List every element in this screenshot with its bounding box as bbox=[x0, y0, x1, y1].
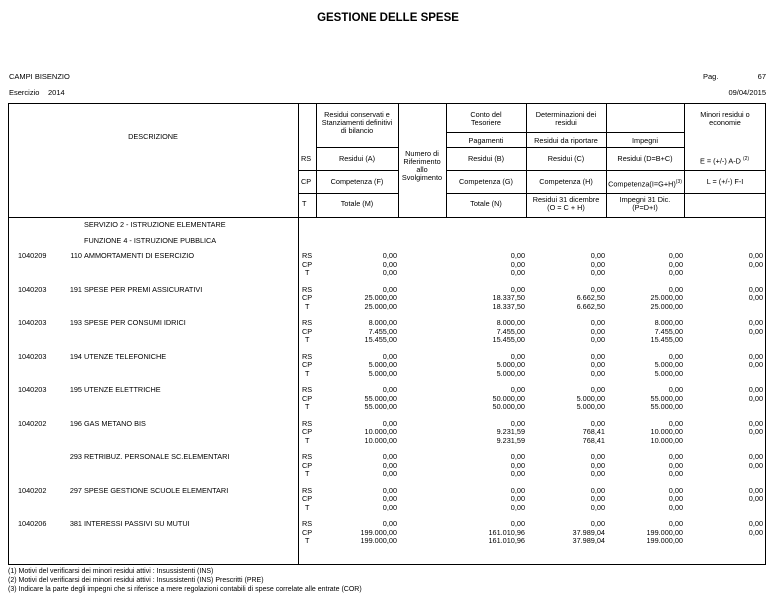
cell-c: 0,00 bbox=[590, 284, 605, 294]
col-residui-b: Residui (B) bbox=[467, 154, 505, 163]
cell-c: 0,00 bbox=[590, 326, 605, 336]
col-minori-residui: Minori residui o economie bbox=[700, 110, 750, 127]
cell-e: 0,00 bbox=[748, 393, 763, 403]
cell-c: 0,00 bbox=[590, 268, 605, 277]
row-description: GAS METANO BIS bbox=[84, 418, 146, 428]
cell-e: 0,00 bbox=[748, 485, 763, 495]
section-funzione: FUNZIONE 4 - ISTRUZIONE PUBBLICA bbox=[84, 236, 217, 245]
row-type-t: T bbox=[305, 301, 310, 311]
cell-d: 25.000,00 bbox=[650, 301, 683, 311]
cell-b: 0,00 bbox=[510, 284, 525, 294]
cell-d: 55.000,00 bbox=[650, 402, 683, 411]
cell-b: 0,00 bbox=[510, 460, 525, 470]
cell-a: 10.000,00 bbox=[364, 427, 397, 436]
cell-d: 0,00 bbox=[668, 485, 683, 495]
row-code: 1040203 bbox=[18, 318, 47, 327]
cell-e: 0,00 bbox=[748, 293, 763, 302]
cell-c: 6.662,50 bbox=[576, 293, 605, 302]
row-type-rs: RS bbox=[302, 485, 313, 495]
cell-a: 0,00 bbox=[382, 385, 397, 394]
row-number: 297 bbox=[69, 485, 82, 495]
cell-a: 199.000,00 bbox=[360, 527, 397, 537]
cell-b: 0,00 bbox=[510, 259, 525, 269]
cell-e: 0,00 bbox=[748, 519, 763, 528]
row-type-cp: CP bbox=[302, 259, 313, 269]
cell-b: 9.231,59 bbox=[496, 435, 525, 445]
row-type-cp: CP bbox=[302, 527, 313, 537]
row-type-rs: RS bbox=[302, 385, 313, 394]
row-number: 191 bbox=[69, 284, 82, 294]
cell-e: 0,00 bbox=[748, 326, 763, 336]
row-code: 1040203 bbox=[18, 385, 47, 394]
row-type-cp: CP bbox=[302, 427, 313, 436]
cell-d: 0,00 bbox=[668, 351, 683, 361]
cell-b: 50.000,00 bbox=[492, 393, 525, 403]
cell-b: 9.231,59 bbox=[496, 427, 525, 436]
cell-b: 8.000,00 bbox=[496, 318, 525, 327]
row-type-cp: CP bbox=[302, 460, 313, 470]
cell-a: 25.000,00 bbox=[364, 301, 397, 311]
cell-a: 0,00 bbox=[382, 452, 397, 461]
row-type-t: T bbox=[305, 402, 310, 411]
row-number: 193 bbox=[69, 318, 82, 327]
row-number: 110 bbox=[70, 251, 82, 260]
cell-d: 0,00 bbox=[668, 519, 683, 528]
row-type-rs: RS bbox=[302, 519, 313, 528]
cell-d: 5.000,00 bbox=[654, 360, 683, 369]
row-description: UTENZE ELETTRICHE bbox=[84, 385, 161, 394]
row-description: INTERESSI PASSIVI SU MUTUI bbox=[84, 519, 190, 528]
col-residui-31: Residui 31 dicembre (O = C + H) bbox=[532, 195, 600, 212]
col-competenza-g: Competenza (G) bbox=[459, 177, 513, 186]
col-residui-a: Residui (A) bbox=[338, 154, 376, 163]
cell-c: 37.989,04 bbox=[572, 536, 605, 545]
row-description: SPESE GESTIONE SCUOLE ELEMENTARI bbox=[84, 485, 229, 495]
row-number: 194 bbox=[69, 351, 82, 361]
col-conto-tesoriere: Conto del Tesoriere bbox=[470, 110, 502, 127]
cell-a: 5.000,00 bbox=[368, 368, 397, 378]
cell-a: 15.455,00 bbox=[364, 335, 397, 344]
cell-c: 6.662,50 bbox=[576, 301, 605, 311]
row-type-rs: RS bbox=[302, 251, 313, 260]
cell-b: 5.000,00 bbox=[496, 368, 525, 378]
row-description: AMMORTAMENTI DI ESERCIZIO bbox=[84, 251, 194, 260]
row-type-rs: RS bbox=[302, 351, 313, 361]
label-cp: CP bbox=[301, 177, 312, 186]
col-competenza-f: Competenza (F) bbox=[330, 177, 384, 186]
cell-b: 0,00 bbox=[510, 502, 525, 512]
col-residui-conservati: Residui conservati e Stanziamenti definitivi di bilancio bbox=[321, 110, 393, 135]
cell-a: 55.000,00 bbox=[364, 402, 397, 411]
row-type-t: T bbox=[305, 435, 310, 445]
row-type-cp: CP bbox=[302, 494, 313, 503]
col-totale-m: Totale (M) bbox=[340, 199, 374, 208]
row-type-cp: CP bbox=[302, 360, 313, 369]
cell-c: 0,00 bbox=[590, 418, 605, 428]
cell-b: 0,00 bbox=[510, 385, 525, 394]
cell-c: 0,00 bbox=[590, 318, 605, 327]
cell-c: 0,00 bbox=[590, 259, 605, 269]
row-number: 196 bbox=[69, 418, 82, 428]
cell-e: 0,00 bbox=[748, 360, 763, 369]
row-type-rs: RS bbox=[302, 284, 313, 294]
cell-c: 0,00 bbox=[590, 360, 605, 369]
cell-b: 5.000,00 bbox=[496, 360, 525, 369]
cell-a: 0,00 bbox=[382, 502, 397, 512]
row-type-t: T bbox=[305, 469, 310, 478]
cell-a: 55.000,00 bbox=[364, 393, 397, 403]
cell-d: 0,00 bbox=[668, 259, 683, 269]
col-l-formula: L = (+/-) F-I bbox=[706, 177, 744, 186]
footnote-2: (2) Motivi del verificarsi dei minori residui attivi : Insussistenti (INS) Prescritti (PRE) bbox=[8, 577, 264, 584]
cell-c: 5.000,00 bbox=[576, 393, 605, 403]
cell-c: 0,00 bbox=[590, 385, 605, 394]
cell-a: 0,00 bbox=[382, 485, 397, 495]
cell-c: 0,00 bbox=[590, 502, 605, 512]
page-title: GESTIONE DELLE SPESE bbox=[317, 12, 459, 24]
cell-a: 0,00 bbox=[382, 494, 397, 503]
row-number: 293 bbox=[69, 452, 82, 461]
cell-e: 0,00 bbox=[748, 460, 763, 470]
cell-b: 18.337,50 bbox=[492, 301, 525, 311]
cell-b: 15.455,00 bbox=[492, 335, 525, 344]
cell-c: 768,41 bbox=[582, 427, 605, 436]
section-servizio: SERVIZIO 2 - ISTRUZIONE ELEMENTARE bbox=[84, 220, 226, 229]
cell-b: 7.455,00 bbox=[496, 326, 525, 336]
cell-e: 0,00 bbox=[748, 527, 763, 537]
exercise-year: 2014 bbox=[48, 88, 65, 97]
footnote-3: (3) Indicare la parte degli impegni che si riferisce a mere regolazioni contabili di spese correlate alle entrate (COR) bbox=[8, 586, 362, 593]
col-residui-d: Residui (D=B+C) bbox=[617, 154, 673, 163]
cell-d: 0,00 bbox=[668, 502, 683, 512]
cell-b: 161.010,96 bbox=[488, 527, 525, 537]
cell-d: 7.455,00 bbox=[654, 326, 683, 336]
cell-e: 0,00 bbox=[748, 494, 763, 503]
cell-c: 0,00 bbox=[590, 494, 605, 503]
report-date: 09/04/2015 bbox=[728, 88, 766, 97]
cell-b: 0,00 bbox=[510, 469, 525, 478]
cell-a: 199.000,00 bbox=[360, 536, 397, 545]
cell-a: 0,00 bbox=[382, 469, 397, 478]
cell-e: 0,00 bbox=[748, 259, 763, 269]
row-code: 1040203 bbox=[18, 351, 47, 361]
row-type-t: T bbox=[305, 368, 310, 378]
cell-b: 18.337,50 bbox=[492, 293, 525, 302]
row-type-rs: RS bbox=[302, 318, 313, 327]
entity-name: CAMPI BISENZIO bbox=[9, 72, 70, 81]
cell-e: 0,00 bbox=[748, 427, 763, 436]
cell-b: 50.000,00 bbox=[492, 402, 525, 411]
col-impegni: Impegni bbox=[632, 136, 658, 145]
cell-b: 0,00 bbox=[510, 485, 525, 495]
row-code: 1040202 bbox=[18, 485, 47, 495]
col-descrizione: DESCRIZIONE bbox=[128, 132, 178, 141]
cell-d: 8.000,00 bbox=[654, 318, 683, 327]
row-code: 1040209 bbox=[18, 251, 47, 260]
cell-d: 0,00 bbox=[668, 469, 683, 478]
row-type-cp: CP bbox=[302, 393, 313, 403]
cell-e: 0,00 bbox=[748, 284, 763, 294]
cell-a: 25.000,00 bbox=[364, 293, 397, 302]
row-code: 1040202 bbox=[18, 418, 47, 428]
page-number: 67 bbox=[757, 72, 766, 81]
cell-b: 0,00 bbox=[510, 251, 525, 260]
cell-c: 768,41 bbox=[582, 435, 605, 445]
cell-b: 0,00 bbox=[510, 452, 525, 461]
cell-b: 0,00 bbox=[510, 519, 525, 528]
footnote-1: (1) Motivi del verificarsi dei minori residui attivi : Insussistenti (INS) bbox=[8, 568, 214, 575]
cell-d: 55.000,00 bbox=[650, 393, 683, 403]
col-competenza-h: Competenza (H) bbox=[539, 177, 593, 186]
cell-c: 0,00 bbox=[590, 368, 605, 378]
cell-e: 0,00 bbox=[748, 251, 763, 260]
cell-a: 0,00 bbox=[382, 351, 397, 361]
col-e-formula: E = (+/-) A-D $^{(2)}$ bbox=[700, 156, 750, 166]
cell-a: 8.000,00 bbox=[368, 318, 397, 327]
cell-d: 5.000,00 bbox=[654, 368, 683, 378]
cell-d: 0,00 bbox=[668, 268, 683, 277]
cell-d: 10.000,00 bbox=[650, 427, 683, 436]
cell-b: 0,00 bbox=[510, 418, 525, 428]
cell-d: 0,00 bbox=[668, 284, 683, 294]
row-type-t: T bbox=[305, 268, 310, 277]
exercise-label: Esercizio bbox=[9, 88, 40, 97]
cell-a: 0,00 bbox=[382, 251, 397, 260]
cell-b: 0,00 bbox=[510, 351, 525, 361]
cell-b: 0,00 bbox=[510, 494, 525, 503]
cell-c: 0,00 bbox=[590, 351, 605, 361]
cell-e: 0,00 bbox=[748, 351, 763, 361]
cell-a: 0,00 bbox=[382, 259, 397, 269]
col-numero-rif: Numero di Riferimento allo Svolgimento bbox=[401, 149, 443, 182]
cell-d: 0,00 bbox=[668, 494, 683, 503]
cell-c: 0,00 bbox=[590, 460, 605, 470]
cell-d: 25.000,00 bbox=[650, 293, 683, 302]
cell-c: 0,00 bbox=[590, 485, 605, 495]
col-impegni-31: Impegni 31 Dic. (P=D+I) bbox=[619, 195, 671, 212]
row-type-rs: RS bbox=[302, 418, 313, 428]
cell-d: 199.000,00 bbox=[646, 536, 683, 545]
cell-a: 5.000,00 bbox=[368, 360, 397, 369]
label-t: T bbox=[302, 199, 307, 208]
cell-a: 0,00 bbox=[382, 460, 397, 470]
cell-c: 5.000,00 bbox=[576, 402, 605, 411]
cell-e: 0,00 bbox=[748, 418, 763, 428]
cell-c: 0,00 bbox=[590, 452, 605, 461]
cell-a: 7.455,00 bbox=[368, 326, 397, 336]
row-type-t: T bbox=[305, 536, 310, 545]
row-number: 195 bbox=[69, 385, 82, 394]
row-type-rs: RS bbox=[302, 452, 313, 461]
cell-d: 15.455,00 bbox=[650, 335, 683, 344]
col-totale-n: Totale (N) bbox=[470, 199, 502, 208]
row-code: 1040203 bbox=[18, 284, 47, 294]
row-number: 381 bbox=[69, 519, 82, 528]
col-residui-c: Residui (C) bbox=[547, 154, 585, 163]
row-description: SPESE PER CONSUMI IDRICI bbox=[84, 318, 186, 327]
cell-a: 0,00 bbox=[382, 519, 397, 528]
col-determinazione: Determinazioni dei residui bbox=[535, 110, 597, 127]
row-type-t: T bbox=[305, 502, 310, 512]
row-code: 1040206 bbox=[18, 519, 47, 528]
cell-e: 0,00 bbox=[748, 452, 763, 461]
page-label: Pag. bbox=[703, 72, 719, 81]
cell-b: 0,00 bbox=[510, 268, 525, 277]
cell-c: 37.989,04 bbox=[572, 527, 605, 537]
cell-d: 0,00 bbox=[668, 452, 683, 461]
cell-c: 0,00 bbox=[590, 251, 605, 260]
cell-e: 0,00 bbox=[748, 318, 763, 327]
cell-a: 0,00 bbox=[382, 284, 397, 294]
col-competenza-i: Competenza(I=G+H)$^{(3)}$ bbox=[608, 179, 682, 189]
col-residui-riportare: Residui da riportare bbox=[534, 136, 598, 145]
cell-a: 0,00 bbox=[382, 418, 397, 428]
row-description: RETRIBUZ. PERSONALE SC.ELEMENTARI bbox=[84, 452, 230, 461]
cell-e: 0,00 bbox=[748, 385, 763, 394]
cell-b: 161.010,96 bbox=[488, 536, 525, 545]
row-description: SPESE PER PREMI ASSICURATIVI bbox=[84, 284, 203, 294]
cell-a: 0,00 bbox=[382, 268, 397, 277]
cell-c: 0,00 bbox=[590, 335, 605, 344]
col-pagamenti: Pagamenti bbox=[468, 136, 504, 145]
label-rs: RS bbox=[301, 154, 312, 163]
cell-d: 0,00 bbox=[668, 385, 683, 394]
cell-c: 0,00 bbox=[590, 469, 605, 478]
row-type-cp: CP bbox=[302, 293, 313, 302]
cell-d: 0,00 bbox=[668, 460, 683, 470]
row-description: UTENZE TELEFONICHE bbox=[84, 351, 167, 361]
cell-d: 0,00 bbox=[668, 251, 683, 260]
row-type-cp: CP bbox=[302, 326, 313, 336]
cell-c: 0,00 bbox=[590, 519, 605, 528]
cell-d: 0,00 bbox=[668, 418, 683, 428]
row-type-t: T bbox=[305, 335, 310, 344]
cell-d: 199.000,00 bbox=[646, 527, 683, 537]
cell-a: 10.000,00 bbox=[364, 435, 397, 445]
cell-d: 10.000,00 bbox=[650, 435, 683, 445]
